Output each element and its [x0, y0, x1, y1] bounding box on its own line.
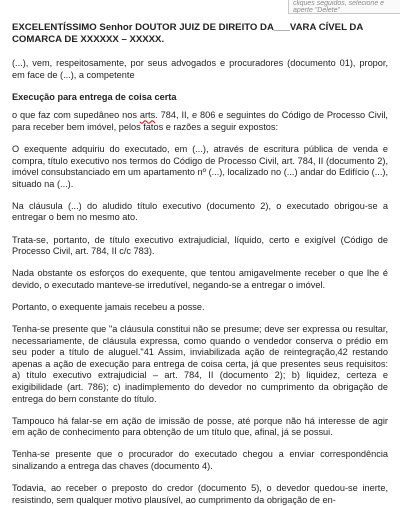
paragraph-imission: Tampouco há falar-se em ação de imissão de posse, até porque não há interesse de agir em ação de conhecimento para obtenção de um título que, afinal, já se possui. [12, 415, 388, 438]
paragraph-possession: Portanto, o exequente jamais recebeu a posse. [12, 301, 205, 312]
paragraph-keys: Tenha-se presente que o procurador do executado chegou a enviar correspondência sinalizando a entrega das chaves (documento 4). [12, 449, 388, 471]
text-segment: . 784, II, e 806 e seguintes do Código de Processo Civil, para receber bem imóvel, pelos fatos e razões a seguir expostos: [12, 110, 388, 132]
paragraph-clause: Na cláusula (...) do aludido título executivo (documento 2), o executado obrigou-se a entregar o bem no mesmo ato. [12, 200, 388, 223]
paragraph-efforts: Nada obstante os esforços do exequente, que tentou amigavelmente receber o que lhe é devido, o executado manteve-se irredutível, negando-se a entregar o imóvel. [12, 268, 388, 290]
intro-paragraph: (...), vem, respeitosamente, por seus advogados e procuradores (documento 01), propor, em face de (...), a competente [12, 58, 388, 80]
tooltip-line: aperte "Delete" [293, 7, 340, 14]
paragraph-title-nature: Trata-se, portanto, de título executivo extrajudicial, líquido, certo e exigível (Código de Processo Civil, art. 784, II c/c 783). [12, 234, 388, 257]
tooltip-line: cliques seguidos, selecione e [293, 0, 385, 7]
paragraph-requirements: Tenha-se presente que "a cláusula constitui não se presume; deve ser expressa ou resultar, necessariamente, de cláusula expressa, como quando o vendedor conserva o prédio em seu poder a título de aluguel."41 Assim, inviabilizada ação de reintegração,42 restando apenas a ação de execução para entrega de coisa certa, já que presentes seus requisitos: a) título executivo extrajudicial – art. 784, II (documento 2); b) liquidez, certeza e exigibilidade (art. 786); c) inadimplemento do devedor no cumprimento da obrigação de entrega do bem constante do título. [12, 324, 388, 404]
spellcheck-word[interactable]: arts [139, 110, 156, 121]
paragraph-default: Todavia, ao receber o preposto do credor (documento 5), o devedor quedou-se inerte, resistindo, sem qualquer motivo plausível, ao cumprimento da obrigação de en- [12, 483, 388, 505]
action-title: Execução para entrega de coisa certa [12, 91, 177, 102]
petition-heading: EXCELENTÍSSIMO Senhor DOUTOR JUIZ DE DIREITO DA___VARA CÍVEL DA COMARCA DE XXXXXX – XXXXX. [12, 22, 363, 45]
delete-hint-tooltip [288, 0, 400, 14]
paragraph-acquisition: O exequente adquiriu do executado, em (...), através de escritura pública de venda e compra, título executivo nos termos do Código de Processo Civil, art. 784, II (documento 2), imóvel consubstanciado em um apartamento nº (...), localizado no (...) andar do Edifício (...), situado na (...). [12, 143, 388, 189]
text-segment: o que faz com supedâneo nos [12, 110, 140, 121]
paragraph-legal-basis [12, 110, 388, 133]
